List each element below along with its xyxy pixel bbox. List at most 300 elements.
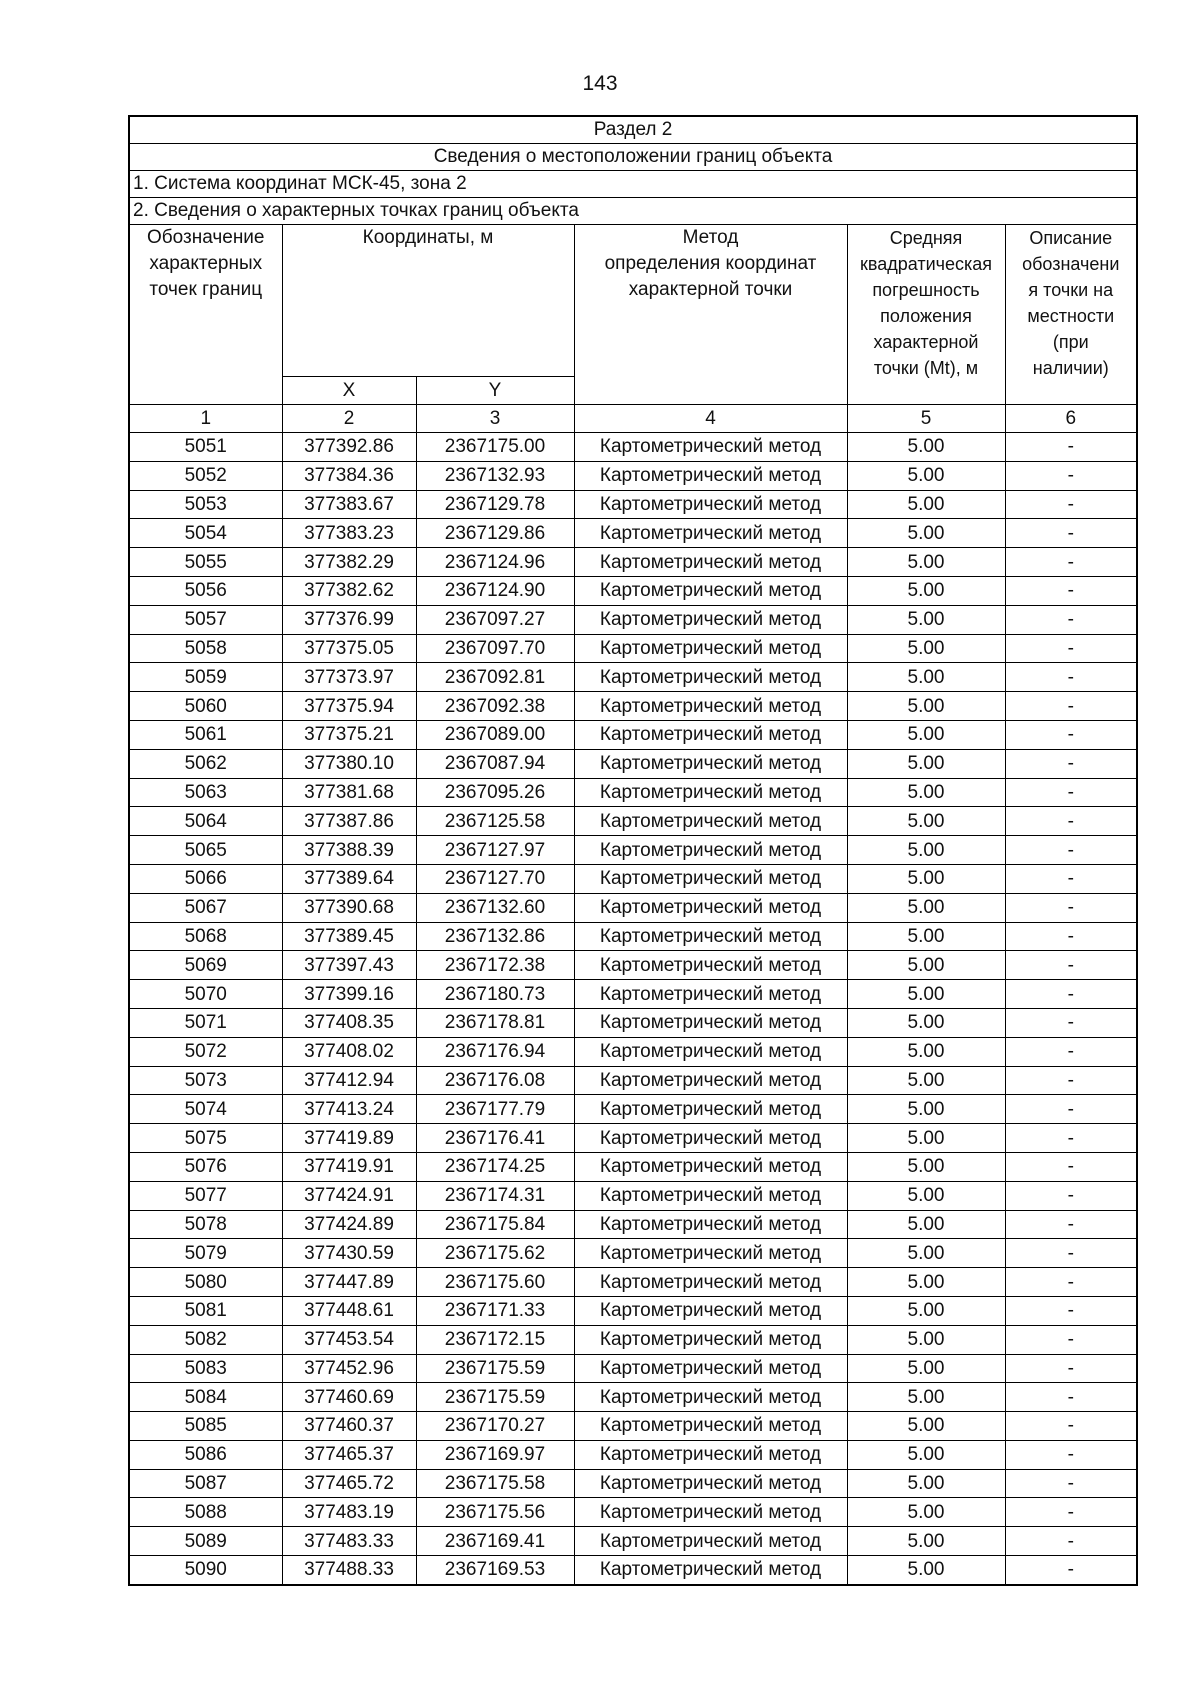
header-line: положения [880, 306, 972, 326]
point-number-cell: 5065 [129, 836, 282, 865]
error-cell: 5.00 [847, 1268, 1005, 1297]
point-number-cell: 5064 [129, 807, 282, 836]
table-row [129, 1066, 1137, 1095]
y-coordinate-cell: 2367172.38 [416, 951, 574, 980]
y-coordinate-cell: 2367175.58 [416, 1469, 574, 1498]
x-coordinate-cell: 377373.97 [282, 663, 416, 692]
description-cell: - [1005, 1268, 1137, 1297]
point-number-cell: 5090 [129, 1556, 282, 1585]
points-heading: 2. Сведения о характерных точках границ объекта [129, 198, 1137, 225]
point-number-cell: 5051 [129, 433, 282, 462]
description-cell: - [1005, 720, 1137, 749]
x-coordinate-cell: 377387.86 [282, 807, 416, 836]
header-line: характерной [873, 332, 979, 352]
x-coordinate-cell: 377399.16 [282, 980, 416, 1009]
point-number-cell: 5052 [129, 461, 282, 490]
y-coordinate-cell: 2367175.59 [416, 1354, 574, 1383]
table-row [129, 1440, 1137, 1469]
header-line: (при [1052, 332, 1089, 352]
header-x: X [282, 377, 416, 405]
method-cell: Картометрический метод [574, 1124, 847, 1153]
method-cell: Картометрический метод [574, 1325, 847, 1354]
description-cell: - [1005, 663, 1137, 692]
point-number-cell: 5080 [129, 1268, 282, 1297]
description-cell: - [1005, 490, 1137, 519]
header-line: местности [1027, 306, 1115, 326]
point-number-cell: 5069 [129, 951, 282, 980]
method-cell: Картометрический метод [574, 692, 847, 721]
y-coordinate-cell: 2367092.38 [416, 692, 574, 721]
table-row [129, 519, 1137, 548]
x-coordinate-cell: 377382.62 [282, 576, 416, 605]
y-coordinate-cell: 2367129.86 [416, 519, 574, 548]
point-number-cell: 5057 [129, 605, 282, 634]
x-coordinate-cell: 377408.35 [282, 1008, 416, 1037]
error-cell: 5.00 [847, 1325, 1005, 1354]
method-cell: Картометрический метод [574, 433, 847, 462]
description-cell: - [1005, 1037, 1137, 1066]
point-number-cell: 5072 [129, 1037, 282, 1066]
y-coordinate-cell: 2367127.70 [416, 864, 574, 893]
header-line: точки (Mt), м [873, 358, 979, 378]
method-cell: Картометрический метод [574, 836, 847, 865]
table-row [129, 548, 1137, 577]
description-cell: - [1005, 1239, 1137, 1268]
error-cell: 5.00 [847, 548, 1005, 577]
table-row [129, 980, 1137, 1009]
error-cell: 5.00 [847, 634, 1005, 663]
section-subtitle-row [129, 144, 1137, 171]
method-cell: Картометрический метод [574, 634, 847, 663]
y-coordinate-cell: 2367127.97 [416, 836, 574, 865]
method-cell: Картометрический метод [574, 922, 847, 951]
method-cell: Картометрический метод [574, 1268, 847, 1297]
y-coordinate-cell: 2367178.81 [416, 1008, 574, 1037]
table-row [129, 1008, 1137, 1037]
method-cell: Картометрический метод [574, 490, 847, 519]
header-coordinates: Координаты, м [282, 225, 574, 377]
point-number-cell: 5084 [129, 1383, 282, 1412]
section-subtitle: Сведения о местоположении границ объекта [129, 144, 1137, 171]
method-cell: Картометрический метод [574, 1152, 847, 1181]
point-number-cell: 5061 [129, 720, 282, 749]
point-number-cell: 5081 [129, 1296, 282, 1325]
description-cell: - [1005, 1008, 1137, 1037]
coord-system: 1. Система координат МСК-45, зона 2 [129, 171, 1137, 198]
table-row [129, 663, 1137, 692]
table-row [129, 1412, 1137, 1441]
method-cell: Картометрический метод [574, 1498, 847, 1527]
header-line: характерных [149, 253, 263, 274]
y-coordinate-cell: 2367132.93 [416, 461, 574, 490]
x-coordinate-cell: 377424.89 [282, 1210, 416, 1239]
error-cell: 5.00 [847, 576, 1005, 605]
header-line: наличии) [1032, 358, 1109, 378]
error-cell: 5.00 [847, 1354, 1005, 1383]
description-cell: - [1005, 1383, 1137, 1412]
y-coordinate-cell: 2367175.62 [416, 1239, 574, 1268]
table-row [129, 1296, 1137, 1325]
error-cell: 5.00 [847, 951, 1005, 980]
y-coordinate-cell: 2367087.94 [416, 749, 574, 778]
error-cell: 5.00 [847, 1124, 1005, 1153]
method-cell: Картометрический метод [574, 980, 847, 1009]
column-number: 2 [282, 405, 416, 433]
table-row [129, 1268, 1137, 1297]
x-coordinate-cell: 377453.54 [282, 1325, 416, 1354]
x-coordinate-cell: 377488.33 [282, 1556, 416, 1585]
header-description [1005, 225, 1137, 405]
y-coordinate-cell: 2367124.90 [416, 576, 574, 605]
description-cell: - [1005, 893, 1137, 922]
error-cell: 5.00 [847, 864, 1005, 893]
error-cell: 5.00 [847, 1095, 1005, 1124]
description-cell: - [1005, 1412, 1137, 1441]
y-coordinate-cell: 2367132.60 [416, 893, 574, 922]
table-row [129, 1239, 1137, 1268]
error-cell: 5.00 [847, 1383, 1005, 1412]
method-cell: Картометрический метод [574, 1181, 847, 1210]
error-cell: 5.00 [847, 1440, 1005, 1469]
x-coordinate-cell: 377397.43 [282, 951, 416, 980]
error-cell: 5.00 [847, 893, 1005, 922]
x-coordinate-cell: 377430.59 [282, 1239, 416, 1268]
x-coordinate-cell: 377460.37 [282, 1412, 416, 1441]
description-cell: - [1005, 1066, 1137, 1095]
x-coordinate-cell: 377460.69 [282, 1383, 416, 1412]
x-coordinate-cell: 377382.29 [282, 548, 416, 577]
point-number-cell: 5071 [129, 1008, 282, 1037]
method-cell: Картометрический метод [574, 1556, 847, 1585]
description-cell: - [1005, 836, 1137, 865]
x-coordinate-cell: 377390.68 [282, 893, 416, 922]
table-row [129, 605, 1137, 634]
point-number-cell: 5053 [129, 490, 282, 519]
description-cell: - [1005, 749, 1137, 778]
point-number-cell: 5075 [129, 1124, 282, 1153]
point-number-cell: 5054 [129, 519, 282, 548]
method-cell: Картометрический метод [574, 951, 847, 980]
x-coordinate-cell: 377465.72 [282, 1469, 416, 1498]
point-number-cell: 5073 [129, 1066, 282, 1095]
error-cell: 5.00 [847, 519, 1005, 548]
error-cell: 5.00 [847, 720, 1005, 749]
y-coordinate-cell: 2367175.00 [416, 433, 574, 462]
x-coordinate-cell: 377392.86 [282, 433, 416, 462]
point-number-cell: 5076 [129, 1152, 282, 1181]
method-cell: Картометрический метод [574, 1037, 847, 1066]
header-line: Средняя [889, 228, 963, 248]
description-cell: - [1005, 1325, 1137, 1354]
error-cell: 5.00 [847, 1066, 1005, 1095]
y-coordinate-cell: 2367175.60 [416, 1268, 574, 1297]
table-row [129, 836, 1137, 865]
table-row [129, 1469, 1137, 1498]
table-row [129, 778, 1137, 807]
column-numbers-row [129, 405, 1137, 433]
header-point-designation [129, 225, 282, 405]
y-coordinate-cell: 2367177.79 [416, 1095, 574, 1124]
point-number-cell: 5088 [129, 1498, 282, 1527]
header-method [574, 225, 847, 405]
header-line: Метод [682, 227, 739, 248]
y-coordinate-cell: 2367169.41 [416, 1527, 574, 1556]
x-coordinate-cell: 377380.10 [282, 749, 416, 778]
error-cell: 5.00 [847, 749, 1005, 778]
x-coordinate-cell: 377376.99 [282, 605, 416, 634]
description-cell: - [1005, 1210, 1137, 1239]
description-cell: - [1005, 605, 1137, 634]
y-coordinate-cell: 2367171.33 [416, 1296, 574, 1325]
point-number-cell: 5085 [129, 1412, 282, 1441]
error-cell: 5.00 [847, 922, 1005, 951]
method-cell: Картометрический метод [574, 1440, 847, 1469]
method-cell: Картометрический метод [574, 1527, 847, 1556]
y-coordinate-cell: 2367175.59 [416, 1383, 574, 1412]
error-cell: 5.00 [847, 1498, 1005, 1527]
error-cell: 5.00 [847, 1008, 1005, 1037]
description-cell: - [1005, 1469, 1137, 1498]
x-coordinate-cell: 377447.89 [282, 1268, 416, 1297]
header-line: я точки на [1028, 280, 1114, 300]
description-cell: - [1005, 1354, 1137, 1383]
y-coordinate-cell: 2367169.97 [416, 1440, 574, 1469]
error-cell: 5.00 [847, 1210, 1005, 1239]
point-number-cell: 5077 [129, 1181, 282, 1210]
description-cell: - [1005, 519, 1137, 548]
point-number-cell: 5062 [129, 749, 282, 778]
error-cell: 5.00 [847, 1556, 1005, 1585]
y-coordinate-cell: 2367092.81 [416, 663, 574, 692]
method-cell: Картометрический метод [574, 1095, 847, 1124]
table-row [129, 692, 1137, 721]
y-coordinate-cell: 2367175.84 [416, 1210, 574, 1239]
method-cell: Картометрический метод [574, 778, 847, 807]
x-coordinate-cell: 377375.21 [282, 720, 416, 749]
x-coordinate-cell: 377448.61 [282, 1296, 416, 1325]
column-number: 1 [129, 405, 282, 433]
description-cell: - [1005, 548, 1137, 577]
description-cell: - [1005, 1296, 1137, 1325]
coord-system-row [129, 171, 1137, 198]
description-cell: - [1005, 461, 1137, 490]
y-coordinate-cell: 2367176.08 [416, 1066, 574, 1095]
y-coordinate-cell: 2367124.96 [416, 548, 574, 577]
error-cell: 5.00 [847, 692, 1005, 721]
x-coordinate-cell: 377384.36 [282, 461, 416, 490]
header-line: погрешность [872, 280, 980, 300]
description-cell: - [1005, 1124, 1137, 1153]
error-cell: 5.00 [847, 1469, 1005, 1498]
x-coordinate-cell: 377483.33 [282, 1527, 416, 1556]
description-cell: - [1005, 980, 1137, 1009]
table-row [129, 1124, 1137, 1153]
point-number-cell: 5068 [129, 922, 282, 951]
y-coordinate-cell: 2367169.53 [416, 1556, 574, 1585]
point-number-cell: 5078 [129, 1210, 282, 1239]
table-row [129, 576, 1137, 605]
method-cell: Картометрический метод [574, 461, 847, 490]
y-coordinate-cell: 2367097.70 [416, 634, 574, 663]
error-cell: 5.00 [847, 836, 1005, 865]
error-cell: 5.00 [847, 1296, 1005, 1325]
table-row [129, 1325, 1137, 1354]
table-row [129, 461, 1137, 490]
method-cell: Картометрический метод [574, 1296, 847, 1325]
table-body [129, 433, 1137, 1585]
method-cell: Картометрический метод [574, 1354, 847, 1383]
header-line: квадратическая [859, 254, 993, 274]
table-row [129, 951, 1137, 980]
table-row [129, 1354, 1137, 1383]
x-coordinate-cell: 377389.45 [282, 922, 416, 951]
method-cell: Картометрический метод [574, 864, 847, 893]
header-line: обозначени [1022, 254, 1120, 274]
x-coordinate-cell: 377465.37 [282, 1440, 416, 1469]
point-number-cell: 5074 [129, 1095, 282, 1124]
y-coordinate-cell: 2367174.25 [416, 1152, 574, 1181]
method-cell: Картометрический метод [574, 1469, 847, 1498]
error-cell: 5.00 [847, 807, 1005, 836]
column-number: 5 [847, 405, 1005, 433]
method-cell: Картометрический метод [574, 749, 847, 778]
table-row [129, 893, 1137, 922]
description-cell: - [1005, 634, 1137, 663]
y-coordinate-cell: 2367097.27 [416, 605, 574, 634]
description-cell: - [1005, 692, 1137, 721]
section-title: Раздел 2 [129, 116, 1137, 144]
header-error [847, 225, 1005, 405]
x-coordinate-cell: 377419.89 [282, 1124, 416, 1153]
description-cell: - [1005, 807, 1137, 836]
description-cell: - [1005, 1527, 1137, 1556]
method-cell: Картометрический метод [574, 548, 847, 577]
error-cell: 5.00 [847, 1412, 1005, 1441]
description-cell: - [1005, 778, 1137, 807]
table-row [129, 1556, 1137, 1585]
y-coordinate-cell: 2367180.73 [416, 980, 574, 1009]
point-number-cell: 5083 [129, 1354, 282, 1383]
y-coordinate-cell: 2367172.15 [416, 1325, 574, 1354]
x-coordinate-cell: 377375.94 [282, 692, 416, 721]
x-coordinate-cell: 377413.24 [282, 1095, 416, 1124]
header-line: Описание [1029, 228, 1113, 248]
table-row [129, 490, 1137, 519]
description-cell: - [1005, 433, 1137, 462]
point-number-cell: 5059 [129, 663, 282, 692]
table-row [129, 1383, 1137, 1412]
table-row [129, 1152, 1137, 1181]
point-number-cell: 5079 [129, 1239, 282, 1268]
point-number-cell: 5056 [129, 576, 282, 605]
description-cell: - [1005, 1181, 1137, 1210]
x-coordinate-cell: 377419.91 [282, 1152, 416, 1181]
table-row [129, 1095, 1137, 1124]
boundary-points-table [128, 115, 1138, 1586]
method-cell: Картометрический метод [574, 720, 847, 749]
method-cell: Картометрический метод [574, 1412, 847, 1441]
description-cell: - [1005, 1556, 1137, 1585]
y-coordinate-cell: 2367170.27 [416, 1412, 574, 1441]
y-coordinate-cell: 2367174.31 [416, 1181, 574, 1210]
description-cell: - [1005, 1152, 1137, 1181]
x-coordinate-cell: 377383.67 [282, 490, 416, 519]
error-cell: 5.00 [847, 778, 1005, 807]
error-cell: 5.00 [847, 1152, 1005, 1181]
x-coordinate-cell: 377452.96 [282, 1354, 416, 1383]
header-row [129, 225, 1137, 377]
method-cell: Картометрический метод [574, 519, 847, 548]
y-coordinate-cell: 2367125.58 [416, 807, 574, 836]
column-number: 3 [416, 405, 574, 433]
error-cell: 5.00 [847, 980, 1005, 1009]
table-row [129, 864, 1137, 893]
header-line: Обозначение [146, 227, 265, 248]
page-number: 143 [582, 72, 618, 95]
header-line: характерной точки [628, 279, 793, 300]
x-coordinate-cell: 377389.64 [282, 864, 416, 893]
method-cell: Картометрический метод [574, 663, 847, 692]
header-y: Y [416, 377, 574, 405]
method-cell: Картометрический метод [574, 1210, 847, 1239]
method-cell: Картометрический метод [574, 605, 847, 634]
table-row [129, 749, 1137, 778]
points-heading-row [129, 198, 1137, 225]
description-cell: - [1005, 951, 1137, 980]
description-cell: - [1005, 1095, 1137, 1124]
point-number-cell: 5089 [129, 1527, 282, 1556]
error-cell: 5.00 [847, 1239, 1005, 1268]
y-coordinate-cell: 2367175.56 [416, 1498, 574, 1527]
error-cell: 5.00 [847, 490, 1005, 519]
x-coordinate-cell: 377375.05 [282, 634, 416, 663]
method-cell: Картометрический метод [574, 807, 847, 836]
error-cell: 5.00 [847, 1037, 1005, 1066]
point-number-cell: 5063 [129, 778, 282, 807]
x-coordinate-cell: 377388.39 [282, 836, 416, 865]
x-coordinate-cell: 377383.23 [282, 519, 416, 548]
y-coordinate-cell: 2367095.26 [416, 778, 574, 807]
error-cell: 5.00 [847, 663, 1005, 692]
table-row [129, 1210, 1137, 1239]
method-cell: Картометрический метод [574, 1383, 847, 1412]
table-row [129, 807, 1137, 836]
point-number-cell: 5067 [129, 893, 282, 922]
column-number: 4 [574, 405, 847, 433]
header-line: определения координат [604, 253, 817, 274]
y-coordinate-cell: 2367176.41 [416, 1124, 574, 1153]
table-row [129, 433, 1137, 462]
x-coordinate-cell: 377483.19 [282, 1498, 416, 1527]
table-row [129, 1498, 1137, 1527]
x-coordinate-cell: 377381.68 [282, 778, 416, 807]
description-cell: - [1005, 864, 1137, 893]
point-number-cell: 5060 [129, 692, 282, 721]
description-cell: - [1005, 1498, 1137, 1527]
method-cell: Картометрический метод [574, 1066, 847, 1095]
error-cell: 5.00 [847, 461, 1005, 490]
error-cell: 5.00 [847, 605, 1005, 634]
description-cell: - [1005, 1440, 1137, 1469]
point-number-cell: 5066 [129, 864, 282, 893]
point-number-cell: 5055 [129, 548, 282, 577]
method-cell: Картометрический метод [574, 893, 847, 922]
x-coordinate-cell: 377424.91 [282, 1181, 416, 1210]
table-row [129, 1527, 1137, 1556]
table-row [129, 720, 1137, 749]
x-coordinate-cell: 377412.94 [282, 1066, 416, 1095]
y-coordinate-cell: 2367176.94 [416, 1037, 574, 1066]
